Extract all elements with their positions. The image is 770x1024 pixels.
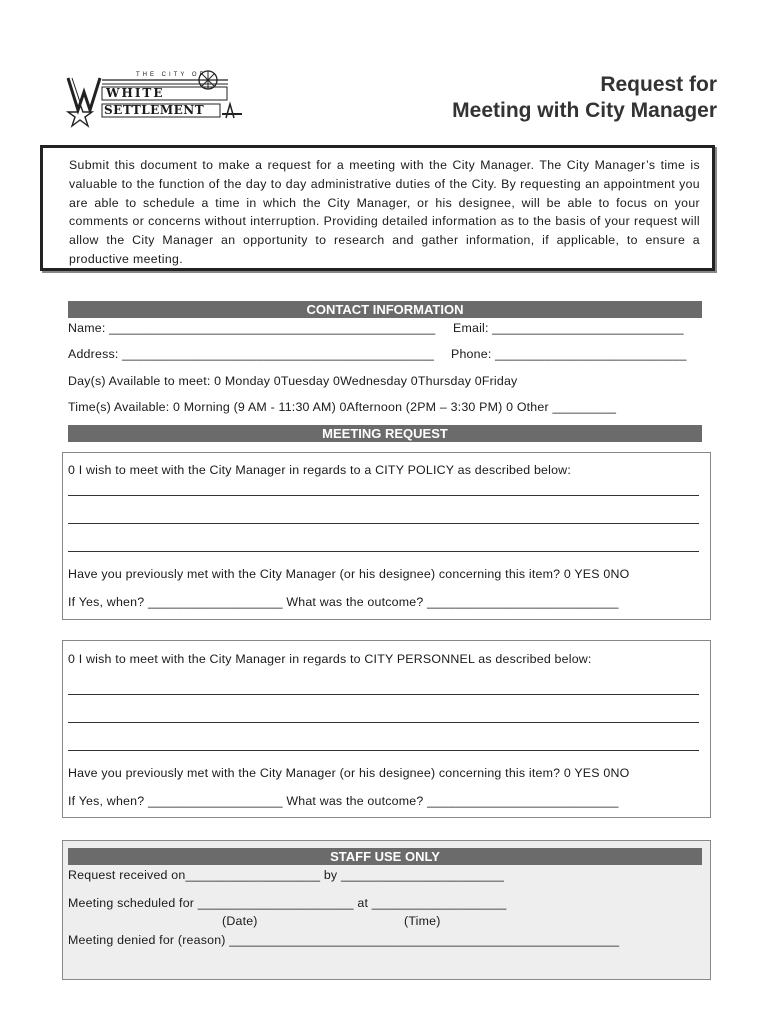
city-policy-checkbox[interactable]: 0 I wish to meet with the City Manager in regards to a CITY POLICY as described below: xyxy=(68,463,571,477)
meeting-request-heading: MEETING REQUEST xyxy=(68,425,702,442)
page-title-line1: Request for xyxy=(600,73,717,96)
policy-if-yes-fields[interactable]: If Yes, when? ___________________ What was the outcome? ___________________________ xyxy=(68,595,619,609)
times-available-options[interactable]: Time(s) Available: 0 Morning (9 AM - 11:30 AM) 0Afternoon (2PM – 3:30 PM) 0 Other _________ xyxy=(68,400,617,414)
days-available-options[interactable]: Day(s) Available to meet: 0 Monday 0Tuesday 0Wednesday 0Thursday 0Friday xyxy=(68,374,518,388)
policy-description-line-1[interactable] xyxy=(68,495,699,496)
city-logo xyxy=(58,70,248,128)
intro-box xyxy=(40,145,715,271)
city-personnel-section xyxy=(62,640,711,818)
logo-line1: WHITE xyxy=(106,86,165,100)
policy-description-line-3[interactable] xyxy=(68,551,699,552)
name-field[interactable]: Name: ______________________________________________ xyxy=(68,321,436,335)
staff-use-heading: STAFF USE ONLY xyxy=(68,848,702,865)
personnel-previously-met[interactable]: Have you previously met with the City Manager (or his designee) concerning this item? 0 YES 0NO xyxy=(68,766,630,780)
logo-top-text: THE CITY OF xyxy=(136,72,207,78)
intro-text: Submit this document to make a request for a meeting with the City Manager. The City Manager’s time is valuable to the function of the day to day administrative duties of the City. By requesting an appointment you are able to schedule a time in which the City Manager, or his designee, will be able to focus on your comments or concerns without interruption. Providing detailed information as to the basis of your request will allow the City Manager an opportunity to research and gather information, if applicable, to ensure a productive meeting. xyxy=(69,158,700,266)
address-field[interactable]: Address: ____________________________________________ xyxy=(68,347,435,361)
personnel-description-line-3[interactable] xyxy=(68,750,699,751)
meeting-denied-field[interactable]: Meeting denied for (reason) _______________________________________________________ xyxy=(68,933,620,947)
policy-previously-met[interactable]: Have you previously met with the City Manager (or his designee) concerning this item? 0 YES 0NO xyxy=(68,567,630,581)
personnel-description-line-1[interactable] xyxy=(68,694,699,695)
request-received-field[interactable]: Request received on___________________ by _______________________ xyxy=(68,868,505,882)
policy-description-line-2[interactable] xyxy=(68,523,699,524)
page-title-line2: Meeting with City Manager xyxy=(452,99,717,122)
personnel-description-line-2[interactable] xyxy=(68,722,699,723)
personnel-if-yes-fields[interactable]: If Yes, when? ___________________ What was the outcome? ___________________________ xyxy=(68,794,619,808)
contact-info-heading: CONTACT INFORMATION xyxy=(68,301,702,318)
time-label: (Time) xyxy=(404,914,441,928)
email-field[interactable]: Email: ___________________________ xyxy=(453,321,684,335)
logo-line2: SETTLEMENT xyxy=(104,103,205,117)
date-label: (Date) xyxy=(222,914,258,928)
city-personnel-checkbox[interactable]: 0 I wish to meet with the City Manager in regards to CITY PERSONNEL as described below: xyxy=(68,652,592,666)
phone-field[interactable]: Phone: ___________________________ xyxy=(451,347,687,361)
meeting-scheduled-field[interactable]: Meeting scheduled for ______________________ at ___________________ xyxy=(68,896,507,910)
